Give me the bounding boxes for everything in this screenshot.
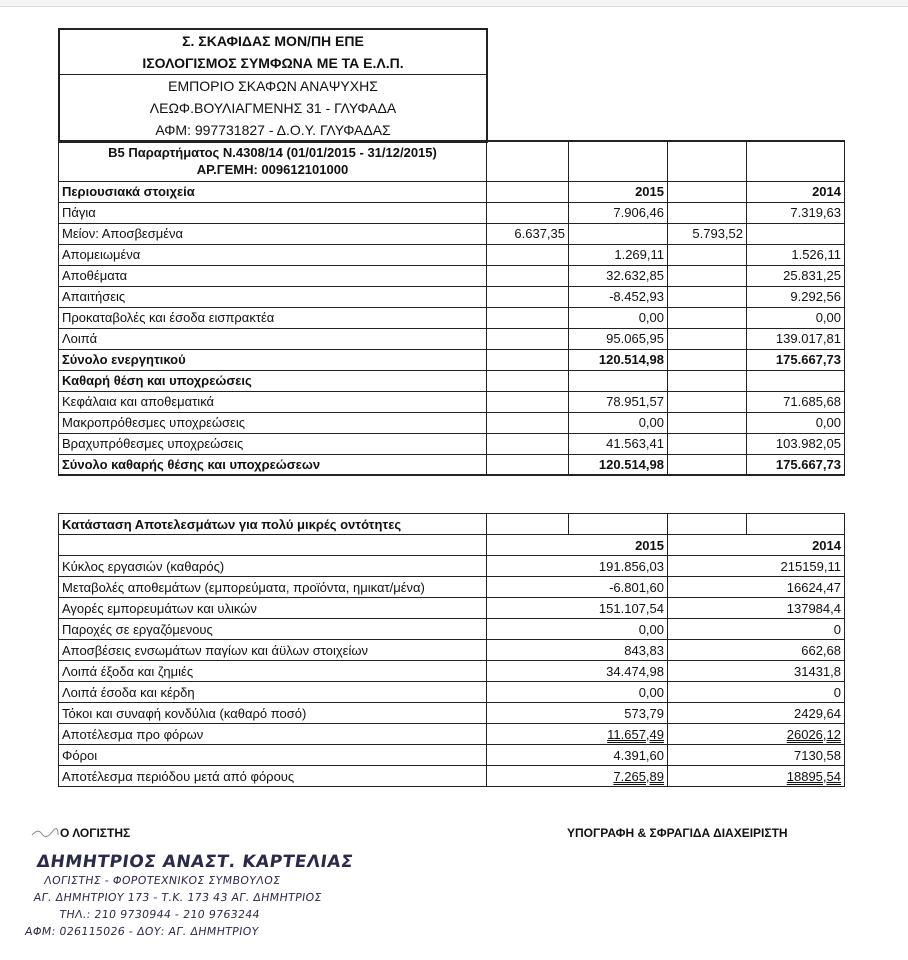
results-row-value-2014: 7130,58: [668, 745, 845, 766]
balance-row-subvalue-2015: [487, 391, 569, 412]
balance-row-value-2015: [569, 223, 668, 244]
balance-row-subvalue-2015: 6.637,35: [487, 223, 569, 244]
balance-row-subvalue-2015: [487, 433, 569, 454]
balance-row-subvalue-2014: [668, 328, 747, 349]
balance-row-subvalue-2014: [668, 244, 747, 265]
results-row-value-2014: 2429,64: [668, 703, 845, 724]
company-name: Σ. ΣΚΑΦΙΔΑΣ ΜΟΝ/ΠΗ ΕΠΕ: [182, 33, 364, 49]
balance-row-label: Απομειωμένα: [59, 244, 487, 265]
results-row-value-2015: 34.474,98: [487, 661, 668, 682]
results-row-value-2015: 843,83: [487, 640, 668, 661]
balance-section-title: Περιουσιακά στοιχεία: [59, 181, 487, 202]
balance-period-cell: [59, 141, 487, 181]
results-row: [59, 682, 845, 703]
results-row: [59, 745, 845, 766]
balance-row-label: Κεφάλαια και αποθεματικά: [59, 391, 487, 412]
results-row: [59, 619, 845, 640]
results-row: [59, 556, 845, 577]
results-row-label: Αποτέλεσμα περιόδου μετά από φόρους: [59, 766, 487, 787]
balance-row-value-2015: 0,00: [569, 412, 668, 433]
balance-row-subvalue-2014: [668, 433, 747, 454]
company-address: ΛΕΩΦ.ΒΟΥΛΙΑΓΜΕΝΗΣ 31 - ΓΛΥΦΑΔΑ: [149, 100, 397, 116]
balance-row-label: Καθαρή θέση και υποχρεώσεις: [59, 370, 487, 391]
balance-row-value-2014: 175.667,73: [747, 349, 845, 370]
company-header-box: [58, 28, 488, 143]
company-tax-id: ΑΦΜ: 997731827 - Δ.Ο.Υ. ΓΛΥΦΑΔΑΣ: [155, 122, 391, 138]
balance-row-value-2014: 25.831,25: [747, 265, 845, 286]
results-row: [59, 640, 845, 661]
balance-row-value-2014: 0,00: [747, 307, 845, 328]
balance-row-label: Λοιπά: [59, 328, 487, 349]
results-title: Κατάσταση Αποτελεσμάτων για πολύ μικρές οντότητες: [59, 514, 487, 535]
manager-signature-label: ΥΠΟΓΡΑΦΗ & ΣΦΡΑΓΙΔΑ ΔΙΑΧΕΙΡΙΣΤΗ: [567, 826, 788, 840]
results-title-row: [59, 514, 845, 535]
balance-row-value-2014: 1.526,11: [747, 244, 845, 265]
balance-row-subvalue-2014: [668, 349, 747, 370]
results-row-value-2014: 0: [668, 682, 845, 703]
balance-row-subvalue-2015: [487, 370, 569, 391]
balance-gemi: ΑΡ.ΓΕΜΗ: 009612101000: [196, 162, 349, 178]
balance-year-2015: 2015: [569, 181, 668, 202]
results-row-value-2015: 0,00: [487, 682, 668, 703]
balance-row: [59, 307, 845, 328]
income-statement-table: [58, 513, 845, 787]
balance-row: [59, 370, 845, 391]
balance-row-subvalue-2015: [487, 265, 569, 286]
balance-row-value-2014: 71.685,68: [747, 391, 845, 412]
results-row-value-2015: 4.391,60: [487, 745, 668, 766]
balance-row-subvalue-2014: [668, 307, 747, 328]
results-row-value-2014: 18895,54: [668, 766, 845, 787]
results-year-row: [59, 535, 845, 556]
balance-row-subvalue-2015: [487, 349, 569, 370]
results-row-label: Μεταβολές αποθεμάτων (εμπορεύματα, προϊόντα, ημικατ/μένα): [59, 577, 487, 598]
results-row-value-2015: -6.801,60: [487, 577, 668, 598]
balance-row-subvalue-2014: [668, 391, 747, 412]
balance-row-value-2015: 95.065,95: [569, 328, 668, 349]
balance-row-value-2015: -8.452,93: [569, 286, 668, 307]
balance-sheet-table: [58, 140, 845, 476]
results-row: [59, 661, 845, 682]
results-row-value-2015: 0,00: [487, 619, 668, 640]
results-row-value-2014: 215159,11: [668, 556, 845, 577]
results-row-label: Τόκοι και συναφή κονδύλια (καθαρό ποσό): [59, 703, 487, 724]
balance-row-label: Πάγια: [59, 202, 487, 223]
results-year-2015: 2015: [487, 535, 668, 556]
results-row: [59, 766, 845, 787]
results-row: [59, 598, 845, 619]
balance-row-value-2014: 0,00: [747, 412, 845, 433]
balance-row-subvalue-2015: [487, 244, 569, 265]
balance-row: [59, 349, 845, 370]
balance-row-subvalue-2014: [668, 412, 747, 433]
balance-row-value-2014: 175.667,73: [747, 454, 845, 475]
balance-period: Β5 Παραρτήματος Ν.4308/14 (01/01/2015 - 31/12/2015): [108, 145, 437, 161]
accountant-label: Ο ΛΟΓΙΣΤΗΣ: [60, 826, 131, 840]
stamp-line-2: ΑΓ. ΔΗΜΗΤΡΙΟΥ 173 - Τ.Κ. 173 43 ΑΓ. ΔΗΜΗΤΡΙΟΣ: [32, 891, 323, 904]
results-row-value-2015: 7.265,89: [487, 766, 668, 787]
balance-row-label: Μείον: Αποσβεσμένα: [59, 223, 487, 244]
balance-row-label: Αποθέματα: [59, 265, 487, 286]
balance-row-value-2014: 103.982,05: [747, 433, 845, 454]
stamp-line-4: ΑΦΜ: 026115026 - ΔΟΥ: ΑΓ. ΔΗΜΗΤΡΙΟΥ: [24, 925, 260, 938]
results-row-label: Φόροι: [59, 745, 487, 766]
balance-row-subvalue-2014: [668, 286, 747, 307]
balance-row-subvalue-2014: 5.793,52: [668, 223, 747, 244]
top-scan-border: [0, 0, 908, 7]
balance-row-subvalue-2015: [487, 412, 569, 433]
results-row-label: Παροχές σε εργαζόμενους: [59, 619, 487, 640]
results-row-value-2014: 26026,12: [668, 724, 845, 745]
results-row-label: Κύκλος εργασιών (καθαρός): [59, 556, 487, 577]
balance-row-subvalue-2014: [668, 265, 747, 286]
results-row-value-2014: 662,68: [668, 640, 845, 661]
stamp-line-1: ΛΟΓΙΣΤΗΣ - ΦΟΡΟΤΕΧΝΙΚΟΣ ΣΥΜΒΟΥΛΟΣ: [43, 874, 282, 887]
results-row-label: Λοιπά έσοδα και κέρδη: [59, 682, 487, 703]
balance-row-value-2014: [747, 370, 845, 391]
results-row: [59, 577, 845, 598]
balance-row-subvalue-2015: [487, 454, 569, 475]
balance-row-value-2014: [747, 223, 845, 244]
results-row-label: Αγορές εμπορευμάτων και υλικών: [59, 598, 487, 619]
balance-row-subvalue-2015: [487, 328, 569, 349]
balance-row: [59, 433, 845, 454]
balance-row-value-2015: 1.269,11: [569, 244, 668, 265]
balance-row: [59, 391, 845, 412]
results-row-value-2015: 11.657,49: [487, 724, 668, 745]
balance-row-subvalue-2014: [668, 454, 747, 475]
balance-row-value-2015: 120.514,98: [569, 454, 668, 475]
results-row-value-2014: 16624,47: [668, 577, 845, 598]
balance-row-subvalue-2015: [487, 307, 569, 328]
balance-header-row: [59, 141, 845, 181]
results-row-label: Αποτέλεσμα προ φόρων: [59, 724, 487, 745]
company-activity: ΕΜΠΟΡΙΟ ΣΚΑΦΩΝ ΑΝΑΨΥΧΗΣ: [168, 78, 378, 94]
balance-row: [59, 202, 845, 223]
balance-row-value-2014: 139.017,81: [747, 328, 845, 349]
balance-row-value-2015: 78.951,57: [569, 391, 668, 412]
results-row-value-2014: 137984,4: [668, 598, 845, 619]
results-row-value-2015: 151.107,54: [487, 598, 668, 619]
accountant-stamp: [24, 852, 355, 940]
balance-row-label: Σύνολο καθαρής θέσης και υποχρεώσεων: [59, 454, 487, 475]
balance-row-value-2014: 9.292,56: [747, 286, 845, 307]
results-year-2014: 2014: [668, 535, 845, 556]
balance-row-subvalue-2015: [487, 286, 569, 307]
balance-row-value-2014: 7.319,63: [747, 202, 845, 223]
results-row-value-2015: 573,79: [487, 703, 668, 724]
balance-row-value-2015: 41.563,41: [569, 433, 668, 454]
stamp-line-3: ΤΗΛ.: 210 9730944 - 210 9763244: [58, 908, 261, 921]
balance-row-value-2015: [569, 370, 668, 391]
balance-year-2014: 2014: [747, 181, 845, 202]
signature-scribble-icon: [30, 826, 60, 838]
balance-row: [59, 412, 845, 433]
balance-row-label: Βραχυπρόθεσμες υποχρεώσεις: [59, 433, 487, 454]
balance-row-value-2015: 7.906,46: [569, 202, 668, 223]
balance-row: [59, 328, 845, 349]
balance-row: [59, 244, 845, 265]
results-row-value-2014: 0: [668, 619, 845, 640]
results-row-label: Αποσβέσεις ενσωμάτων παγίων και άϋλων στοιχείων: [59, 640, 487, 661]
stamp-name: ΔΗΜΗΤΡΙΟΣ ΑΝΑΣΤ. ΚΑΡΤΕΛΙΑΣ: [35, 852, 355, 872]
balance-row-subvalue-2014: [668, 370, 747, 391]
balance-row-subvalue-2014: [668, 202, 747, 223]
balance-row-label: Απαιτήσεις: [59, 286, 487, 307]
balance-row-value-2015: 32.632,85: [569, 265, 668, 286]
results-row-value-2014: 31431,8: [668, 661, 845, 682]
balance-row-label: Προκαταβολές και έσοδα εισπρακτέα: [59, 307, 487, 328]
results-row: [59, 724, 845, 745]
results-row-value-2015: 191.856,03: [487, 556, 668, 577]
balance-row-label: Μακροπρόθεσμες υποχρεώσεις: [59, 412, 487, 433]
balance-row: [59, 286, 845, 307]
balance-row: [59, 265, 845, 286]
report-subtitle: ΙΣΟΛΟΓΙΣΜΟΣ ΣΥΜΦΩΝΑ ΜΕ ΤΑ Ε.Λ.Π.: [142, 55, 404, 71]
balance-row-subvalue-2015: [487, 202, 569, 223]
balance-row-value-2015: 0,00: [569, 307, 668, 328]
results-row-label: Λοιπά έξοδα και ζημιές: [59, 661, 487, 682]
results-row: [59, 703, 845, 724]
balance-year-row: [59, 181, 845, 202]
balance-row: [59, 454, 845, 475]
balance-row-value-2015: 120.514,98: [569, 349, 668, 370]
balance-row: [59, 223, 845, 244]
balance-row-label: Σύνολο ενεργητικού: [59, 349, 487, 370]
